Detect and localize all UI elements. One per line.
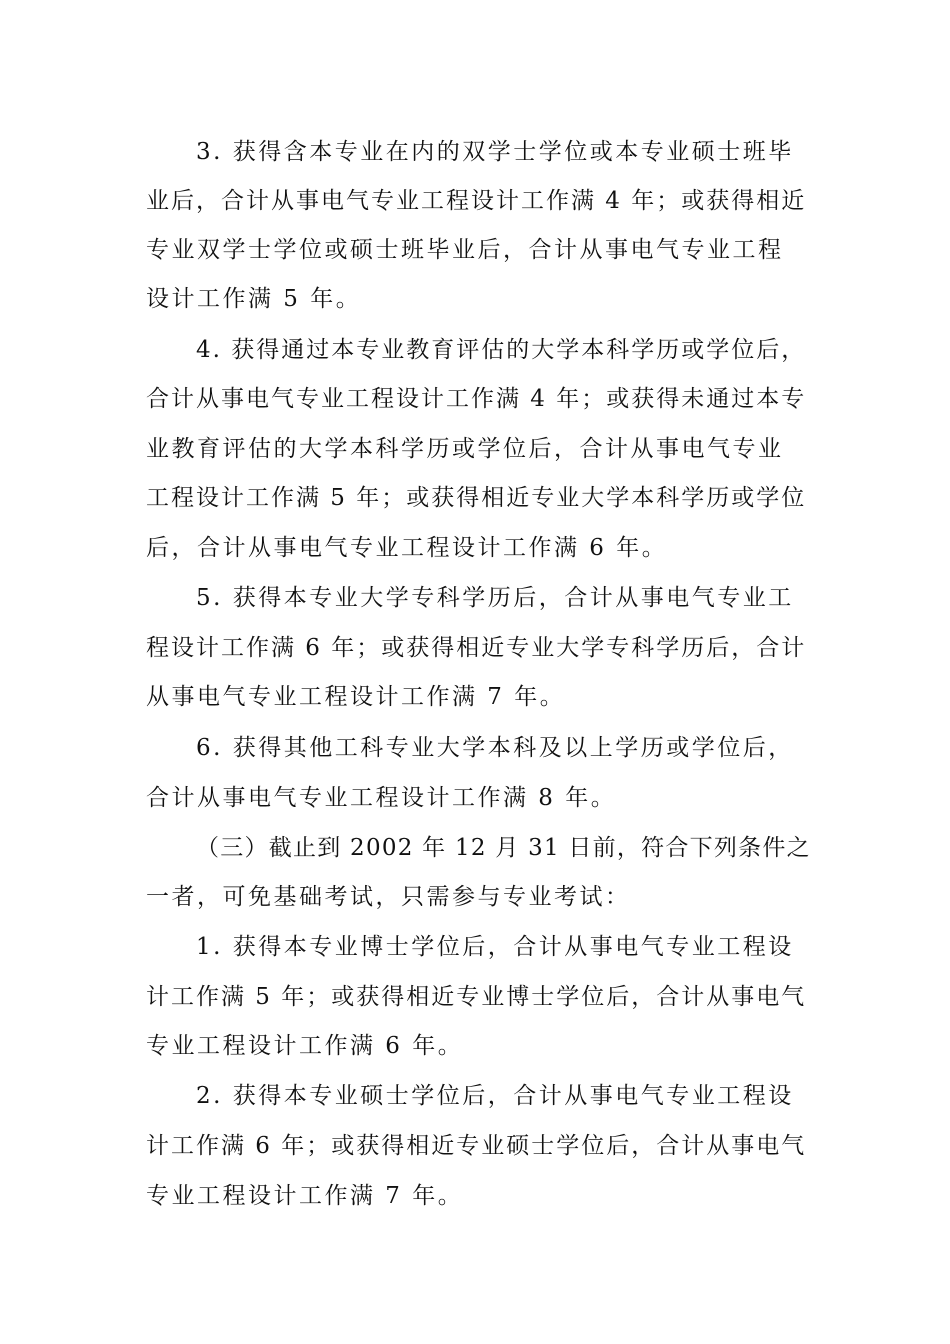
paragraph-line: 后，合计从事电气专业工程设计工作满 6 年。 [146,535,668,561]
paragraph-line: 从事电气专业工程设计工作满 7 年。 [146,684,566,710]
paragraph-line: 专业工程设计工作满 7 年。 [146,1183,464,1209]
paragraph-line: 设计工作满 5 年。 [146,286,362,312]
paragraph-line: 合计从事电气专业工程设计工作满 4 年；或获得未通过本专 [146,386,807,412]
paragraph-line: 计工作满 6 年；或获得相近专业硕士学位后，合计从事电气 [146,1133,807,1159]
paragraph-line: 专业双学士学位或硕士班毕业后，合计从事电气专业工程 [146,237,784,263]
paragraph-line: 1. 获得本专业博士学位后，合计从事电气专业工程设 [196,934,794,960]
paragraph-line: 4. 获得通过本专业教育评估的大学本科学历或学位后， [196,337,807,363]
paragraph-line: 一者，可免基础考试，只需参与专业考试： [146,884,631,910]
paragraph-line: 工程设计工作满 5 年；或获得相近专业大学本科学历或学位 [146,485,807,511]
paragraph-line: 2. 获得本专业硕士学位后，合计从事电气专业工程设 [196,1083,794,1109]
paragraph-line: 计工作满 5 年；或获得相近专业博士学位后，合计从事电气 [146,984,807,1010]
paragraph-line: 业后，合计从事电气专业工程设计工作满 4 年；或获得相近 [146,188,807,214]
paragraph-line: 专业工程设计工作满 6 年。 [146,1033,464,1059]
paragraph-line: 6. 获得其他工科专业大学本科及以上学历或学位后， [196,735,794,761]
paragraph-line: 合计从事电气专业工程设计工作满 8 年。 [146,785,617,811]
paragraph-line: （三）截止到 2002 年 12 月 31 日前，符合下列条件之 [196,835,811,861]
paragraph-line: 5. 获得本专业大学专科学历后，合计从事电气专业工 [196,585,794,611]
paragraph-line: 业教育评估的大学本科学历或学位后，合计从事电气专业 [146,436,784,462]
paragraph-line: 程设计工作满 6 年；或获得相近专业大学专科学历后，合计 [146,635,807,661]
paragraph-line: 3. 获得含本专业在内的双学士学位或本专业硕士班毕 [196,139,794,165]
